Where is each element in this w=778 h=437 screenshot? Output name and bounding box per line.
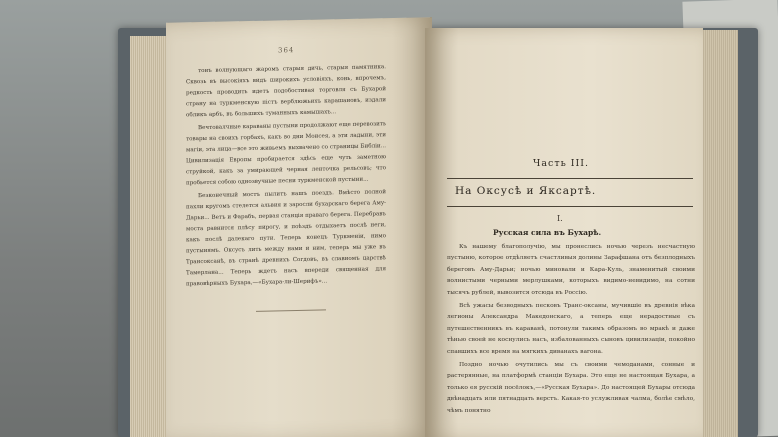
- chapter-title: На Оксусѣ и Яксартѣ.: [455, 185, 597, 197]
- right-paragraph-1: Къ нашему благополучiю, мы пронеслись ночью черезъ несчастную пустыню, которое отдѣляетъ счастливыя долины Зарафшана отъ безплодныхъ береговъ Аму-Дарьи; ночью миновали и Кара-Куль, знаменитый своими волнистыми черными мерлушками, которыхъ видимо-невидимо, на сотни тысячъ рублей, вывозится отсюда въ Россiю.: [447, 244, 695, 296]
- left-page-body: [186, 62, 386, 292]
- end-separator: [256, 309, 326, 311]
- left-paragraph-1: тонъ волнующаго жаромъ старыя дичь, старыя памятника. Сквозь въ высокiяхъ видъ широкихъ условiяхъ, конь, впрочемъ, редкость проводить идетъ подобостивая торговля съ Бухарой страну на туркменскую пiстъ верблюжьихъ карашановъ, издали обликъ арбъ, въ большихъ туманныхъ камышахъ...: [186, 64, 386, 119]
- heading-rule-top: [447, 178, 693, 179]
- right-paragraph-2: Всѣ ужасы безводныхъ песковъ Транс-оксаны, мучившiе въ древнiя вѣка легионы Александра Македонскаго, а теперь еще нерадостные съ путешественникъ въ караванѣ, потонули такимъ образомъ во мракѣ и даже тѣнью своей не коснулись насъ, избалованныхъ сыновъ цивилизацiи, покойно спавшихъ все время на мягкихъ диванахъ вагона.: [447, 303, 695, 355]
- right-paragraph-3: Поздно ночью очутились мы съ своими чемоданами, сонные и растерянные, на платформѣ станцiи Бухара. Это еще не настоящая Бухара, а только ея русскiй посёлокъ,—«Русская Бухара». До настоящей Бухары отсюда двѣнадцать или пятнадцать верстъ. Какая-то услужливая чалма, болѣе смѣло, чѣмъ понятно: [447, 362, 695, 414]
- heading-rule-bottom: [447, 206, 693, 207]
- left-paragraph-2: Вечтовалчные караваны пустыни продолжают еще перевозить товары на своихъ горбахъ, какъ во дни Моисея, а эти ладыни, эти магiи, эта лица—все это живьемъ выхвачено со страницы Библiи... Цивилизацiя Европы пробирается здѣсь еще чуть заметною струйкой, какъ за умирающей черная ленточка рельсовъ; что пробьется собою однозвучные песни туркменской пустыни...: [186, 121, 386, 187]
- section-number: I.: [557, 214, 563, 223]
- section-title: Русская сила въ Бухарѣ.: [493, 228, 602, 237]
- left-paragraph-3: Безконечный мостъ пылитъ нашъ поездъ. Вмѣсто полной пахли кругомъ стелется альвия и заросли бухарскаго берега Аму-Дарьи... Ветъ и Фарабъ, первая станцiя праваго берега. Перебравъ моста равнится плѣсу пирогу, и поѣздъ отдыхаетъ послѣ неги, какъ послѣ далекаго пути. Теперь конецъ Туркменiи, нимо пустынямъ. Оксусъ лить между нами и ним, теперь мы уже въ Трансоксанѣ, въ странѣ древнихъ Согдовъ, въ славномъ царствѣ Тамерлана... Теперь ждетъ насъ впереди священная для правовѣрныхъ Бухара,—«Бухара-ли-Шерифъ»...: [186, 189, 386, 288]
- part-heading: Часть III.: [533, 158, 590, 169]
- right-page: [425, 28, 703, 437]
- right-page-body: [447, 242, 695, 419]
- left-page: [166, 17, 432, 437]
- page-number: 364: [278, 46, 295, 55]
